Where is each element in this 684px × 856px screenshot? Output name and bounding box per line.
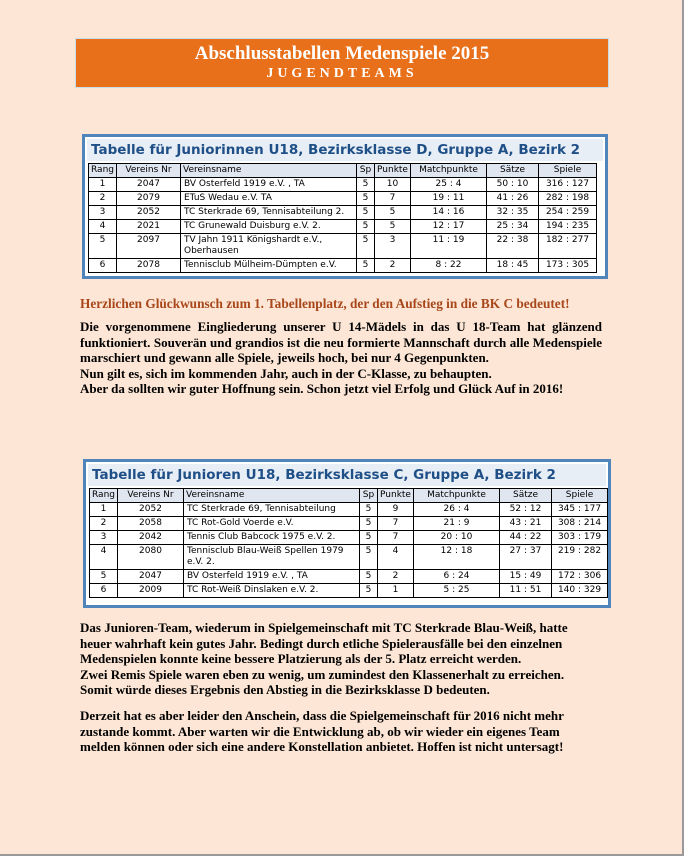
match-points-cell: 19 : 11	[411, 192, 487, 206]
match-points-cell: 21 : 9	[414, 517, 500, 531]
table-caption: Tabelle für Junioren U18, Bezirksklasse C, Gruppe A, Bezirk 2	[88, 464, 606, 486]
points-cell: 5	[375, 206, 411, 220]
header-cell: Matchpunkte	[411, 164, 487, 178]
points-cell: 7	[378, 531, 414, 545]
sets-cell: 41 : 26	[487, 192, 539, 206]
club-name-cell: TC Grunewald Duisburg e.V. 2.	[181, 220, 357, 234]
games-cell: 5	[357, 178, 375, 192]
paragraph-junioren	[80, 620, 608, 698]
table-header-row	[90, 489, 608, 503]
sets-cell: 50 : 10	[487, 178, 539, 192]
header-cell: Rang	[90, 489, 118, 503]
club-name-cell: Tennis Club Babcock 1975 e.V. 2.	[184, 531, 360, 545]
games-cell: 5	[360, 503, 378, 517]
header-banner	[75, 38, 609, 88]
match-points-cell: 5 : 25	[414, 584, 500, 598]
games-cell: 5	[360, 545, 378, 570]
club-number-cell: 2021	[117, 220, 181, 234]
games-score-cell: 173 : 305	[539, 259, 597, 273]
header-cell: Vereins Nr	[117, 164, 181, 178]
paragraph-line: Aber da sollten wir guter Hoffnung sein. Schon jetzt viel Erfolg und Glück Auf in 2016!	[80, 381, 564, 396]
page-subtitle: JUGENDTEAMS	[266, 66, 418, 81]
table-row	[89, 178, 597, 192]
match-points-cell: 11 : 19	[411, 234, 487, 259]
rank-cell: 5	[89, 234, 117, 259]
match-points-cell: 12 : 18	[414, 545, 500, 570]
paragraph-outlook	[80, 708, 608, 755]
header-cell: Sp	[357, 164, 375, 178]
club-name-cell: Tennisclub Blau-Weiß Spellen 1979 e.V. 2.	[184, 545, 360, 570]
games-score-cell: 282 : 198	[539, 192, 597, 206]
club-name-cell: ETuS Wedau e.V. TA	[181, 192, 357, 206]
paragraph-line: zustande kommt. Aber warten wir die Entwicklung ab, ob wir wieder ein eigenes Team	[80, 723, 560, 739]
paragraph-text: Die vorgenommene Eingliederung unserer U 14-Mädels in das U 18-Team hat glänzend funktioniert. Souverän und grandios ist die neu formierte Mannschaft durch alle Medenspiele marschiert und gewann alle Spiele, jeweils hoch, bei nur 4 Gegenpunkten.	[80, 319, 602, 365]
points-cell: 3	[375, 234, 411, 259]
header-cell: Vereinsname	[181, 164, 357, 178]
games-cell: 5	[357, 234, 375, 259]
match-points-cell: 26 : 4	[414, 503, 500, 517]
club-number-cell: 2047	[117, 178, 181, 192]
paragraph-juniorinnen	[80, 319, 602, 397]
match-points-cell: 6 : 24	[414, 570, 500, 584]
table-row	[89, 192, 597, 206]
paragraph-line: Somit würde dieses Ergebnis den Abstieg in die Bezirksklasse D bedeuten.	[80, 682, 490, 697]
games-score-cell: 345 : 177	[552, 503, 608, 517]
points-cell: 10	[375, 178, 411, 192]
rank-cell: 3	[90, 531, 118, 545]
table-row	[89, 220, 597, 234]
sets-cell: 27 : 37	[500, 545, 552, 570]
table-header-row	[89, 164, 597, 178]
club-name-cell: BV Osterfeld 1919 e.V. , TA	[184, 570, 360, 584]
games-score-cell: 219 : 282	[552, 545, 608, 570]
table-junioren	[83, 459, 611, 608]
games-cell: 5	[357, 192, 375, 206]
sets-cell: 15 : 49	[500, 570, 552, 584]
table-row	[89, 206, 597, 220]
sets-cell: 44 : 22	[500, 531, 552, 545]
games-score-cell: 308 : 214	[552, 517, 608, 531]
games-score-cell: 316 : 127	[539, 178, 597, 192]
table-row	[90, 545, 608, 570]
games-score-cell: 194 : 235	[539, 220, 597, 234]
match-points-cell: 14 : 16	[411, 206, 487, 220]
club-number-cell: 2058	[118, 517, 184, 531]
rank-cell: 4	[90, 545, 118, 570]
club-name-cell: TC Sterkrade 69, Tennisabteilung	[184, 503, 360, 517]
club-name-cell: TV Jahn 1911 Königshardt e.V., Oberhausen	[181, 234, 357, 259]
header-cell: Rang	[89, 164, 117, 178]
sets-cell: 11 : 51	[500, 584, 552, 598]
header-cell: Vereins Nr	[118, 489, 184, 503]
match-points-cell: 20 : 10	[414, 531, 500, 545]
sets-cell: 52 : 12	[500, 503, 552, 517]
paragraph-line: Nun gilt es, sich im kommenden Jahr, auch in der C-Klasse, zu behaupten.	[80, 365, 492, 381]
club-number-cell: 2079	[117, 192, 181, 206]
rank-cell: 2	[89, 192, 117, 206]
club-number-cell: 2047	[118, 570, 184, 584]
page-title: Abschlusstabellen Medenspiele 2015	[194, 43, 490, 64]
table-body	[89, 178, 597, 273]
points-cell: 7	[375, 192, 411, 206]
match-points-cell: 8 : 22	[411, 259, 487, 273]
games-cell: 5	[360, 517, 378, 531]
standings-table	[89, 488, 608, 598]
rank-cell: 6	[90, 584, 118, 598]
games-cell: 5	[357, 259, 375, 273]
games-score-cell: 303 : 179	[552, 531, 608, 545]
header-cell: Spiele	[539, 164, 597, 178]
rank-cell: 3	[89, 206, 117, 220]
match-points-cell: 25 : 4	[411, 178, 487, 192]
club-name-cell: Tennisclub Mülheim-Dümpten e.V.	[181, 259, 357, 273]
club-number-cell: 2052	[118, 503, 184, 517]
header-cell: Punkte	[375, 164, 411, 178]
table-row	[90, 531, 608, 545]
points-cell: 4	[378, 545, 414, 570]
paragraph-line: Medenspielen konnte keine bessere Platzierung als der 5. Platz erreicht werden.	[80, 651, 522, 666]
games-cell: 5	[357, 220, 375, 234]
sets-cell: 25 : 34	[487, 220, 539, 234]
sets-cell: 32 : 35	[487, 206, 539, 220]
header-cell: Sp	[360, 489, 378, 503]
paragraph-line: heuer wahrhaft kein gutes Jahr. Bedingt durch etliche Spielerausfälle bei den einzelnen	[80, 635, 563, 651]
points-cell: 2	[378, 570, 414, 584]
games-cell: 5	[360, 570, 378, 584]
match-points-cell: 12 : 17	[411, 220, 487, 234]
header-cell: Matchpunkte	[414, 489, 500, 503]
games-cell: 5	[360, 584, 378, 598]
club-number-cell: 2080	[118, 545, 184, 570]
paragraph-line: Derzeit hat es aber leider den Anschein, dass die Spielgemeinschaft für 2016 nicht mehr	[80, 708, 564, 723]
club-name-cell: TC Sterkrade 69, Tennisabteilung 2.	[181, 206, 357, 220]
club-name-cell: BV Osterfeld 1919 e.V. , TA	[181, 178, 357, 192]
sets-cell: 43 : 21	[500, 517, 552, 531]
table-caption: Tabelle für Juniorinnen U18, Bezirksklasse D, Gruppe A, Bezirk 2	[87, 139, 603, 161]
sets-cell: 22 : 38	[487, 234, 539, 259]
header-cell: Spiele	[552, 489, 608, 503]
table-body	[90, 503, 608, 598]
header-cell: Vereinsname	[184, 489, 360, 503]
club-number-cell: 2052	[117, 206, 181, 220]
games-score-cell: 254 : 259	[539, 206, 597, 220]
header-cell: Sätze	[500, 489, 552, 503]
points-cell: 7	[378, 517, 414, 531]
sets-cell: 18 : 45	[487, 259, 539, 273]
rank-cell: 6	[89, 259, 117, 273]
table-row	[90, 517, 608, 531]
points-cell: 1	[378, 584, 414, 598]
table-row	[90, 503, 608, 517]
club-name-cell: TC Rot-Gold Voerde e.V.	[184, 517, 360, 531]
paragraph-line: melden können oder sich eine andere Konstellation anbietet. Hoffen ist nicht untersagt!	[80, 739, 564, 754]
header-cell: Punkte	[378, 489, 414, 503]
standings-table	[88, 163, 597, 273]
games-score-cell: 182 : 277	[539, 234, 597, 259]
congratulations-text: Herzlichen Glückwunsch zum 1. Tabellenplatz, der den Aufstieg in die BK C bedeutet!	[80, 296, 570, 311]
table-row	[89, 234, 597, 259]
table-row	[90, 584, 608, 598]
points-cell: 2	[375, 259, 411, 273]
club-name-cell: TC Rot-Weiß Dinslaken e.V. 2.	[184, 584, 360, 598]
rank-cell: 1	[89, 178, 117, 192]
rank-cell: 2	[90, 517, 118, 531]
games-cell: 5	[360, 531, 378, 545]
table-row	[90, 570, 608, 584]
games-cell: 5	[357, 206, 375, 220]
games-score-cell: 140 : 329	[552, 584, 608, 598]
header-cell: Sätze	[487, 164, 539, 178]
games-score-cell: 172 : 306	[552, 570, 608, 584]
points-cell: 9	[378, 503, 414, 517]
rank-cell: 1	[90, 503, 118, 517]
club-number-cell: 2097	[117, 234, 181, 259]
club-number-cell: 2042	[118, 531, 184, 545]
paragraph-line: Das Junioren-Team, wiederum in Spielgemeinschaft mit TC Sterkrade Blau-Weiß, hatte	[80, 620, 568, 635]
rank-cell: 5	[90, 570, 118, 584]
rank-cell: 4	[89, 220, 117, 234]
points-cell: 5	[375, 220, 411, 234]
table-juniorinnen	[82, 134, 608, 279]
paragraph-line: Zwei Remis Spiele waren eben zu wenig, um zumindest den Klassenerhalt zu erreichen.	[80, 666, 565, 682]
table-row	[89, 259, 597, 273]
club-number-cell: 2009	[118, 584, 184, 598]
club-number-cell: 2078	[117, 259, 181, 273]
